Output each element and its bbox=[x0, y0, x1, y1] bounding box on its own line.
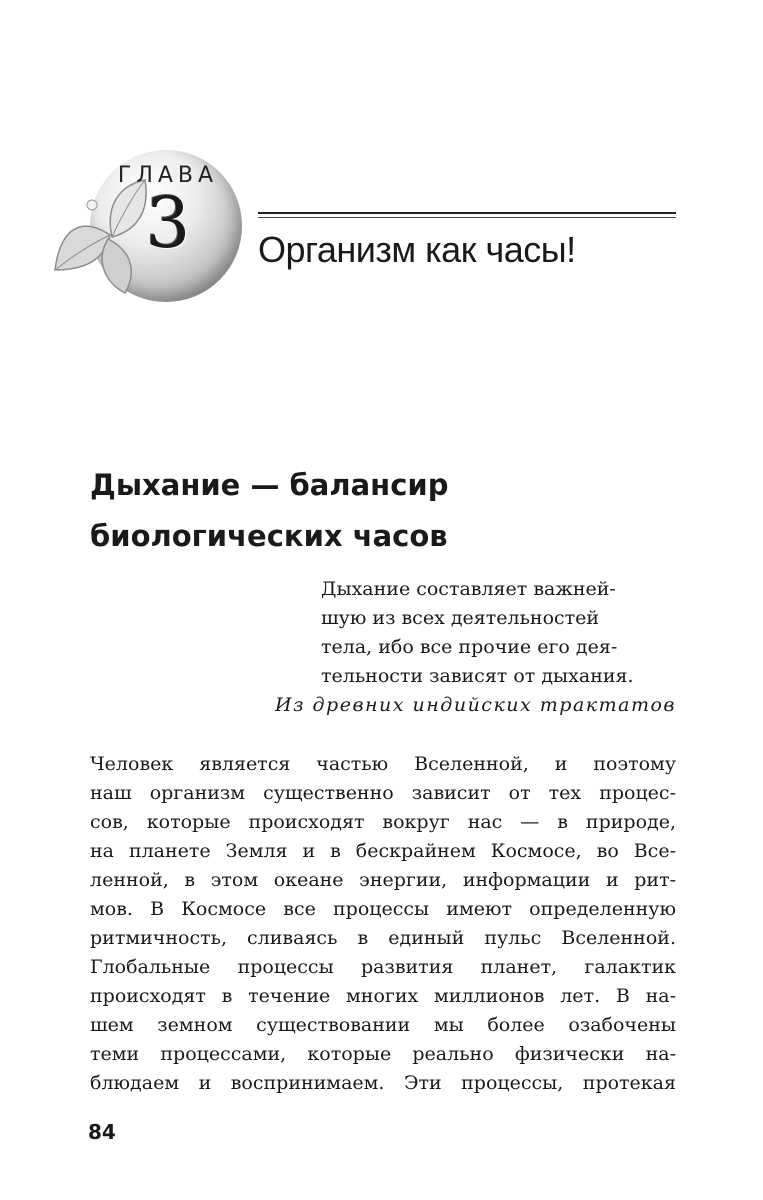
body-paragraph bbox=[90, 750, 676, 1098]
body-line: шем земном существовании мы более озабочены bbox=[90, 1014, 676, 1036]
title-rule-thin bbox=[258, 217, 676, 218]
body-line: происходят в течение многих миллионов лет. В на- bbox=[90, 985, 676, 1007]
body-line: на планете Земля и в бескрайнем Космосе, во Все- bbox=[90, 840, 676, 862]
epigraph bbox=[321, 575, 681, 691]
chapter-number: 3 bbox=[145, 182, 191, 264]
title-rule bbox=[258, 212, 676, 214]
epigraph-line: шую из всех деятельностей bbox=[321, 607, 600, 629]
section-title-line: Дыхание — балансир bbox=[90, 468, 449, 502]
body-line: ритмичность, сливаясь в единый пульс Вселенной. bbox=[90, 927, 676, 949]
body-line: Глобальные процессы развития планет, галактик bbox=[90, 956, 676, 978]
chapter-title: Организм как часы! bbox=[258, 229, 576, 270]
body-line: блюдаем и воспринимаем. Эти процессы, протекая bbox=[90, 1072, 676, 1094]
body-line: ленной, в этом океане энергии, информации и рит- bbox=[90, 869, 676, 891]
body-line: мов. В Космосе все процессы имеют определенную bbox=[90, 898, 676, 920]
body-line: сов, которые происходят вокруг нас — в природе, bbox=[90, 811, 676, 833]
epigraph-line: тела, ибо все прочие его дея- bbox=[321, 636, 618, 658]
body-line: теми процессами, которые реально физически на- bbox=[90, 1043, 676, 1065]
section-title bbox=[90, 460, 650, 562]
epigraph-source: Из древних индийских трактатов bbox=[275, 694, 676, 716]
body-line: наш организм существенно зависит от тех процес- bbox=[90, 782, 676, 804]
page-number: 84 bbox=[88, 1120, 116, 1144]
epigraph-line: тельности зависят от дыхания. bbox=[321, 665, 634, 687]
epigraph-line: Дыхание составляет важней- bbox=[321, 578, 616, 600]
chapter-label: ГЛАВА bbox=[117, 163, 219, 188]
body-line: Человек является частью Вселенной, и поэтому bbox=[90, 753, 676, 775]
section-title-line: биологических часов bbox=[90, 519, 448, 553]
